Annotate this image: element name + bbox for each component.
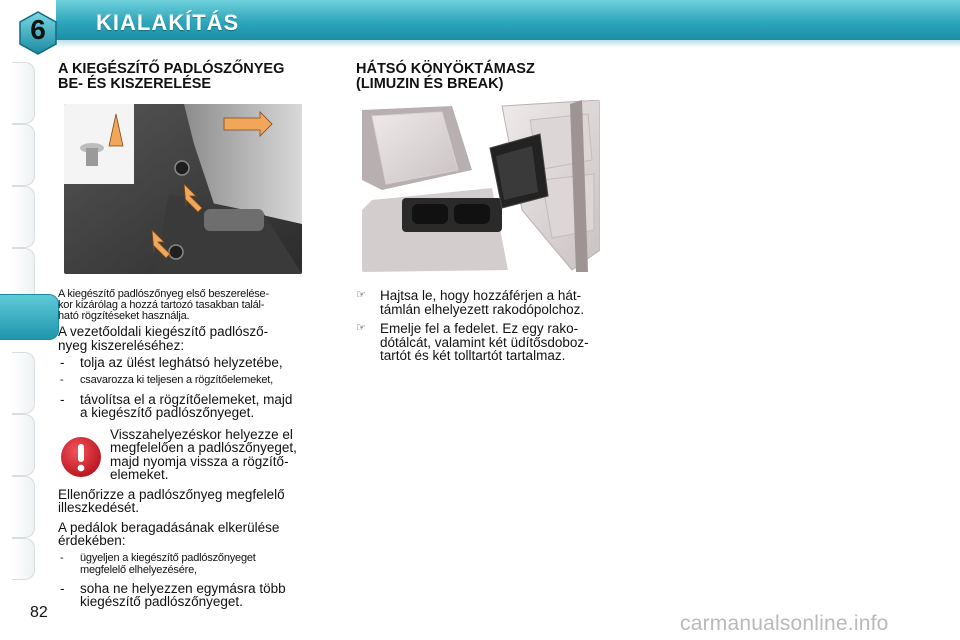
side-tab[interactable] <box>12 352 35 414</box>
pointing-hand-icon: ☞ <box>356 322 366 334</box>
armrest-instructions <box>356 289 608 369</box>
page-header <box>0 0 960 56</box>
side-tab[interactable] <box>12 538 35 580</box>
fit-check-text: Ellenőrizze a padlószőnyeg megfelelő illeszkedését. <box>58 486 285 515</box>
armrest-steps <box>356 289 608 363</box>
warning-text: Visszahelyezéskor helyezze el megfelelően a padlószőnyeget, majd nyomja vissza a rögzítő- elemeket. <box>110 426 297 482</box>
floor-mat-title: A KIEGÉSZÍTŐ PADLÓSZŐNYEG BE- ÉS KISZERELÉSE <box>58 61 285 92</box>
armrest-photo <box>362 100 600 272</box>
removal-intro: A vezetőoldali kiegészítő padlósző- nyeg kiszereléséhez: <box>58 324 269 353</box>
armrest-title: HÁTSÓ KÖNYÖKTÁMASZ (LIMUZIN ÉS BREAK) <box>356 61 535 92</box>
side-tab-active[interactable] <box>0 294 59 340</box>
pointing-hand-icon: ☞ <box>356 289 366 301</box>
floor-mat-section <box>58 62 310 92</box>
list-item: ☞ Hajtsa le, hogy hozzáférjen a hát- támlán elhelyezett rakodópolchoz. <box>356 288 585 317</box>
removal-steps <box>58 356 310 420</box>
list-item: - csavarozza ki teljesen a rögzítőelemeket, <box>58 374 310 387</box>
side-tab[interactable] <box>12 124 35 186</box>
list-item: ☞ Emelje fel a fedelet. Ez egy rako- dótálcát, valamint két üdítősdoboz- tartót és két tolltartót tartalmaz. <box>356 321 589 363</box>
chapter-badge <box>18 10 58 56</box>
armrest-section <box>356 62 608 92</box>
page-number: 82 <box>30 604 48 621</box>
side-tab[interactable] <box>12 186 35 248</box>
warning-box <box>58 428 310 482</box>
chapter-side-tabs <box>0 62 44 578</box>
chapter-number: 6 <box>30 14 46 45</box>
floor-mat-photo <box>64 104 302 274</box>
floor-mat-text <box>58 289 310 609</box>
exclamation-icon <box>60 436 102 478</box>
side-tab[interactable] <box>12 476 35 538</box>
list-item: - ügyeljen a kiegészítő padlószőnyeget megfelelő elhelyezésére, <box>58 552 310 576</box>
floor-mat-caption: A kiegészítő padlószőnyeg első beszerelése- kor kizárólag a hozzá tartozó tasakban talál- ható rögzítéseket használja. <box>58 288 269 322</box>
side-tab[interactable] <box>12 414 35 476</box>
pedal-intro: A pedálok beragadásának elkerülése érdekében: <box>58 519 280 548</box>
pedal-steps <box>58 552 310 609</box>
side-tab[interactable] <box>12 62 35 124</box>
page-title: KIALAKÍTÁS <box>96 10 240 35</box>
list-item: - tolja az ülést leghátsó helyzetébe, <box>58 356 310 370</box>
list-item: - soha ne helyezzen egymásra több kiegészítő padlószőnyeget. <box>58 582 310 609</box>
list-item: - távolítsa el a rögzítőelemeket, majd a kiegészítő padlószőnyeget. <box>58 393 310 420</box>
watermark: carmanualsonline.info <box>680 612 889 635</box>
